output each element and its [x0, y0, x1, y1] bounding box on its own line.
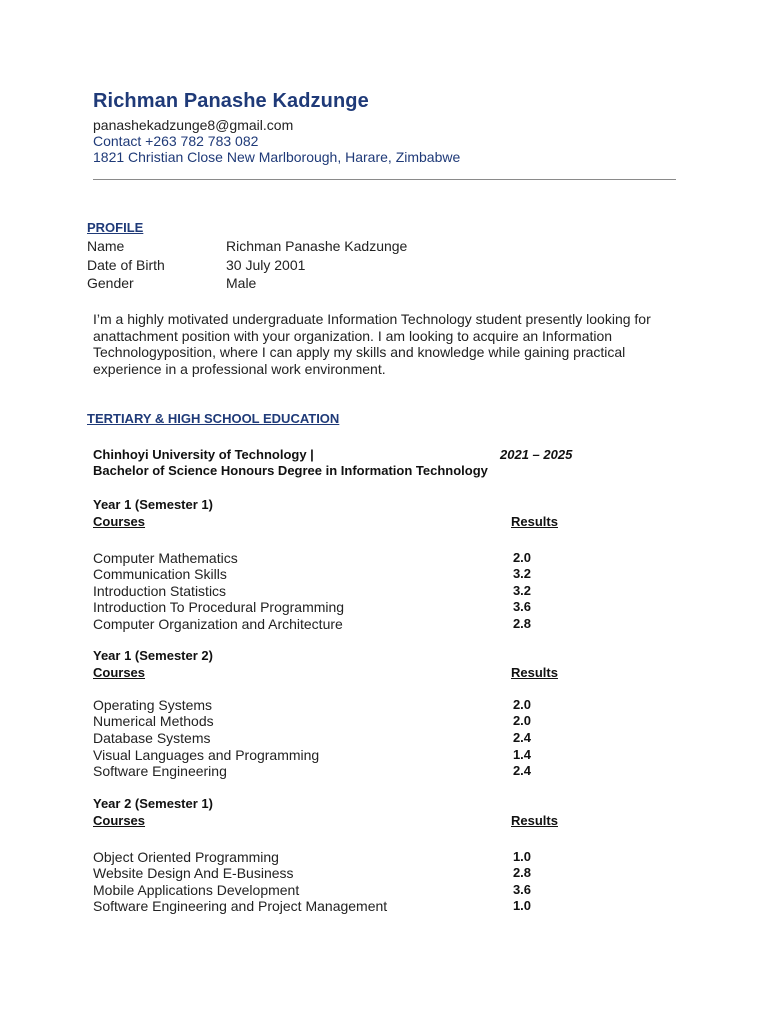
profile-label: Gender	[87, 275, 134, 291]
semester-title: Year 2 (Semester 1)	[93, 796, 213, 811]
course-result: 3.6	[512, 599, 532, 614]
course-result: 2.4	[512, 763, 532, 778]
course-result: 3.2	[512, 583, 532, 598]
semester-title: Year 1 (Semester 2)	[93, 648, 213, 663]
course-name: Mobile Applications Development	[93, 882, 300, 898]
home-address: 1821 Christian Close New Marlborough, Harare, Zimbabwe	[93, 149, 461, 165]
course-result: 2.4	[512, 730, 532, 745]
course-result: 1.0	[512, 898, 532, 913]
course-result: 2.8	[512, 616, 532, 631]
course-name: Database Systems	[93, 730, 211, 746]
results-header: Results	[511, 514, 558, 529]
candidate-name: Richman Panashe Kadzunge	[93, 90, 369, 112]
results-header: Results	[511, 665, 558, 680]
courses-header: Courses	[93, 813, 146, 828]
profile-value: Male	[226, 275, 257, 291]
course-result: 3.6	[512, 882, 532, 897]
course-name: Visual Languages and Programming	[93, 747, 320, 763]
course-name: Computer Organization and Architecture	[93, 616, 343, 632]
course-name: Introduction Statistics	[93, 583, 227, 599]
profile-heading: PROFILE	[87, 220, 144, 235]
course-name: Website Design And E-Business	[93, 865, 294, 881]
course-result: 1.0	[512, 849, 532, 864]
profile-summary: I’m a highly motivated undergraduate Information Technology student presently looking for anattachment position with your organization. I am looking to acquire an Information Technologyposition, where I can apply my skills and knowledge while gaining practical experience in a professional work environment.	[93, 311, 651, 377]
course-name: Operating Systems	[93, 697, 213, 713]
header-divider	[93, 179, 676, 180]
profile-label: Date of Birth	[87, 257, 165, 273]
degree-title: Bachelor of Science Honours Degree in Information Technology	[93, 463, 488, 478]
profile-label: Name	[87, 238, 125, 254]
results-header: Results	[511, 813, 558, 828]
course-name: Computer Mathematics	[93, 550, 238, 566]
email-address: panashekadzunge8@gmail.com	[93, 117, 294, 133]
course-name: Numerical Methods	[93, 713, 214, 729]
course-result: 2.0	[512, 713, 532, 728]
course-name: Object Oriented Programming	[93, 849, 279, 865]
course-name: Software Engineering	[93, 763, 227, 779]
institution-name: Chinhoyi University of Technology |	[93, 447, 314, 462]
study-years: 2021 – 2025	[500, 447, 573, 462]
semester-title: Year 1 (Semester 1)	[93, 497, 213, 512]
course-result: 2.0	[512, 697, 532, 712]
profile-value: 30 July 2001	[226, 257, 306, 273]
course-result: 1.4	[512, 747, 532, 762]
courses-header: Courses	[93, 665, 146, 680]
course-name: Software Engineering and Project Management	[93, 898, 388, 914]
course-result: 3.2	[512, 566, 532, 581]
courses-header: Courses	[93, 514, 146, 529]
course-name: Communication Skills	[93, 566, 227, 582]
contact-number: Contact +263 782 783 082	[93, 133, 259, 149]
course-result: 2.8	[512, 865, 532, 880]
profile-value: Richman Panashe Kadzunge	[226, 238, 408, 254]
course-result: 2.0	[512, 550, 532, 565]
education-heading: TERTIARY & HIGH SCHOOL EDUCATION	[87, 411, 340, 426]
course-name: Introduction To Procedural Programming	[93, 599, 345, 615]
